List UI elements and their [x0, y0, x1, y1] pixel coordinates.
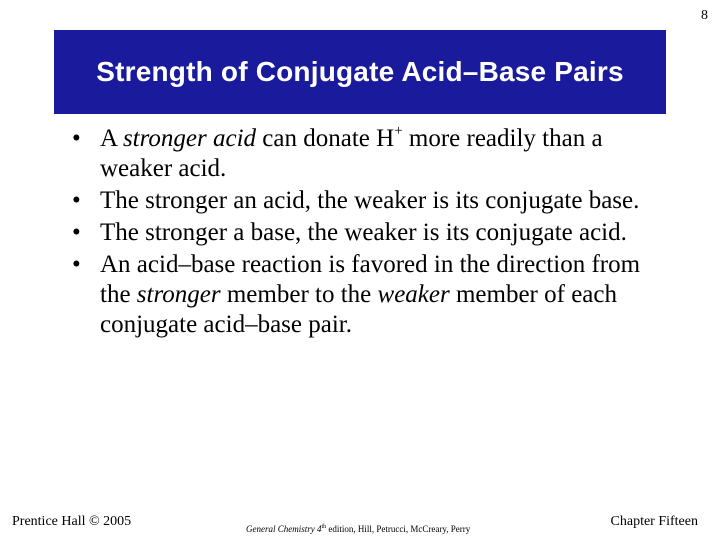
- bullet-text-pre: A: [100, 125, 123, 152]
- footer-publisher: Prentice Hall © 2005: [12, 514, 132, 529]
- title-bar: [54, 30, 666, 114]
- slide-number: 8: [701, 8, 708, 23]
- bullet-dot-icon: •: [72, 219, 81, 246]
- bullet-text-emphasis-stronger: stronger: [136, 281, 221, 308]
- superscript-plus: +: [394, 123, 403, 139]
- footer-edition-sup: th: [321, 524, 327, 530]
- footer-chapter: Chapter Fifteen: [610, 514, 698, 529]
- bullet-item-stronger-acid: [72, 124, 672, 184]
- bullet-text-mid: can donate H: [256, 125, 395, 152]
- bullet-dot-icon: •: [72, 251, 81, 278]
- bullet-text-emphasis: stronger acid: [122, 125, 257, 152]
- bullet-dot-icon: •: [72, 187, 81, 214]
- bullet-item-acid-conjugate-base: [72, 186, 672, 216]
- bullet-dot-icon: •: [72, 125, 81, 152]
- bullet-text-mid: member to the: [220, 281, 378, 308]
- bullet-list: [72, 124, 672, 342]
- bullet-item-base-conjugate-acid: [72, 218, 672, 248]
- bullet-item-reaction-direction: [72, 250, 672, 340]
- slide-title: Strength of Conjugate Acid–Base Pairs: [96, 56, 624, 87]
- bullet-text: The stronger an acid, the weaker is its conjugate base.: [100, 187, 640, 214]
- bullet-text-post: more readily than a weaker acid.: [100, 125, 603, 182]
- bullet-text-emphasis-weaker: weaker: [377, 281, 450, 308]
- footer-citation: [246, 524, 470, 534]
- footer-authors: edition, Hill, Petrucci, McCreary, Perry: [326, 524, 471, 534]
- bullet-text: The stronger a base, the weaker is its conjugate acid.: [100, 219, 627, 246]
- footer-book-title: General Chemistry 4: [246, 524, 322, 534]
- bullet-text-pre: An acid–base reaction is favored in the direction from the: [100, 251, 641, 308]
- bullet-text-post: member of each conjugate acid–base pair.: [100, 281, 617, 338]
